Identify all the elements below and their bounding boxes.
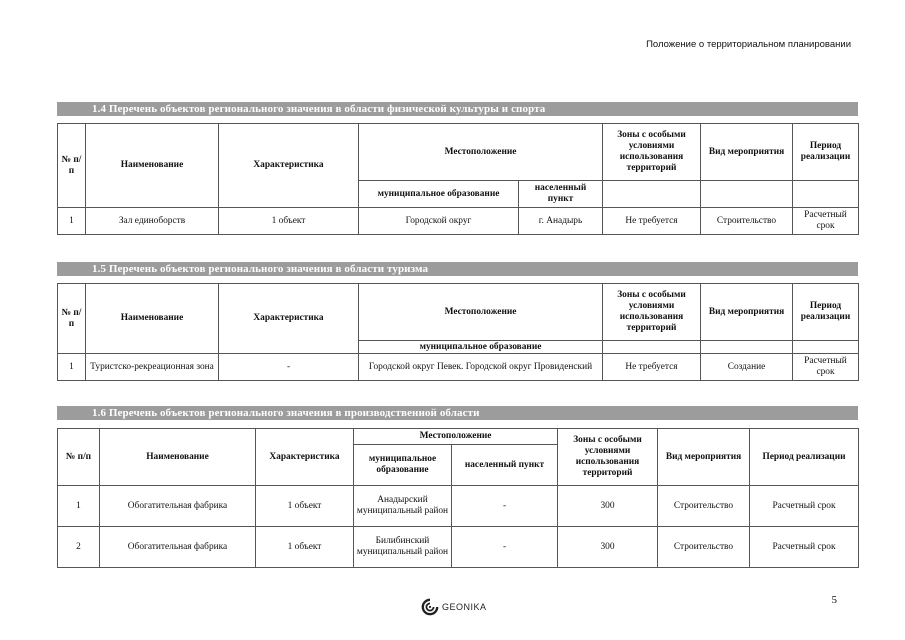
cell-num: 1 [58, 354, 86, 381]
col-period: Период реализации [793, 284, 859, 341]
col-settlement: населенный пункт [452, 445, 558, 486]
cell-name: Обогатительная фабрика [100, 486, 256, 527]
col-name: Наименование [100, 429, 256, 486]
cell-char: 1 объект [256, 486, 354, 527]
table-row [58, 208, 859, 235]
cell-char: 1 объект [219, 208, 359, 235]
empty-cell [701, 181, 793, 208]
cell-char: 1 объект [256, 527, 354, 568]
cell-municipal: Анадырский муниципальный район [354, 486, 452, 527]
col-kind: Вид мероприятия [701, 124, 793, 181]
cell-zones: Не требуется [603, 208, 701, 235]
cell-municipal: Билибинский муниципальный район [354, 527, 452, 568]
section-title-1-4: 1.4 Перечень объектов регионального значения в области физической культуры и спорта [57, 102, 858, 116]
col-location: Местоположение [359, 284, 603, 341]
table-sport [57, 123, 859, 235]
cell-name: Туристско-рекреационная зона [86, 354, 219, 381]
cell-municipal: Городской округ [359, 208, 519, 235]
col-char: Характеристика [219, 284, 359, 354]
col-kind: Вид мероприятия [701, 284, 793, 341]
table-row [58, 354, 859, 381]
col-num: № п/п [58, 284, 86, 354]
table-row [58, 527, 859, 568]
cell-zones: Не требуется [603, 354, 701, 381]
cell-zones: 300 [558, 527, 658, 568]
logo-text: GEONIKA [442, 602, 487, 612]
col-location: Местоположение [359, 124, 603, 181]
cell-period: Расчетный срок [750, 486, 859, 527]
cell-num: 1 [58, 208, 86, 235]
empty-cell [603, 181, 701, 208]
cell-kind: Строительство [701, 208, 793, 235]
cell-period: Расчетный срок [793, 208, 859, 235]
empty-cell [603, 341, 701, 354]
table-industry [57, 428, 859, 568]
geonika-logo [421, 598, 487, 616]
col-char: Характеристика [256, 429, 354, 486]
cell-name: Обогатительная фабрика [100, 527, 256, 568]
cell-period: Расчетный срок [750, 527, 859, 568]
col-zones: Зоны с особыми условиями использования территорий [603, 124, 701, 181]
col-zones: Зоны с особыми условиями использования территорий [603, 284, 701, 341]
col-name: Наименование [86, 284, 219, 354]
cell-num: 2 [58, 527, 100, 568]
col-settlement: населенный пункт [519, 181, 603, 208]
col-name: Наименование [86, 124, 219, 208]
empty-cell [701, 341, 793, 354]
empty-cell [793, 341, 859, 354]
col-municipal: муниципальное образование [359, 341, 603, 354]
cell-settlement: - [452, 527, 558, 568]
geonika-logo-icon [421, 598, 439, 616]
cell-period: Расчетный срок [793, 354, 859, 381]
cell-kind: Строительство [658, 527, 750, 568]
col-kind: Вид мероприятия [658, 429, 750, 486]
cell-char: - [219, 354, 359, 381]
table-tourism [57, 283, 859, 381]
section-title-1-5: 1.5 Перечень объектов регионального значения в области туризма [57, 262, 858, 276]
empty-cell [793, 181, 859, 208]
cell-kind: Строительство [658, 486, 750, 527]
table-row [58, 486, 859, 527]
cell-num: 1 [58, 486, 100, 527]
cell-municipal: Городской округ Певек. Городской округ Провиденский [359, 354, 603, 381]
section-title-1-6: 1.6 Перечень объектов регионального значения в производственной области [57, 406, 858, 420]
col-period: Период реализации [750, 429, 859, 486]
col-num: № п/п [58, 124, 86, 208]
col-location: Местоположение [354, 429, 558, 445]
col-municipal: муниципальное образование [354, 445, 452, 486]
cell-kind: Создание [701, 354, 793, 381]
col-municipal: муниципальное образование [359, 181, 519, 208]
cell-name: Зал единоборств [86, 208, 219, 235]
page-number: 5 [831, 594, 837, 606]
cell-settlement: - [452, 486, 558, 527]
col-zones: Зоны с особыми условиями использования территорий [558, 429, 658, 486]
page-header-title: Положение о территориальном планировании [646, 39, 851, 50]
col-num: № п/п [58, 429, 100, 486]
cell-zones: 300 [558, 486, 658, 527]
col-char: Характеристика [219, 124, 359, 208]
cell-settlement: г. Анадырь [519, 208, 603, 235]
col-period: Период реализации [793, 124, 859, 181]
